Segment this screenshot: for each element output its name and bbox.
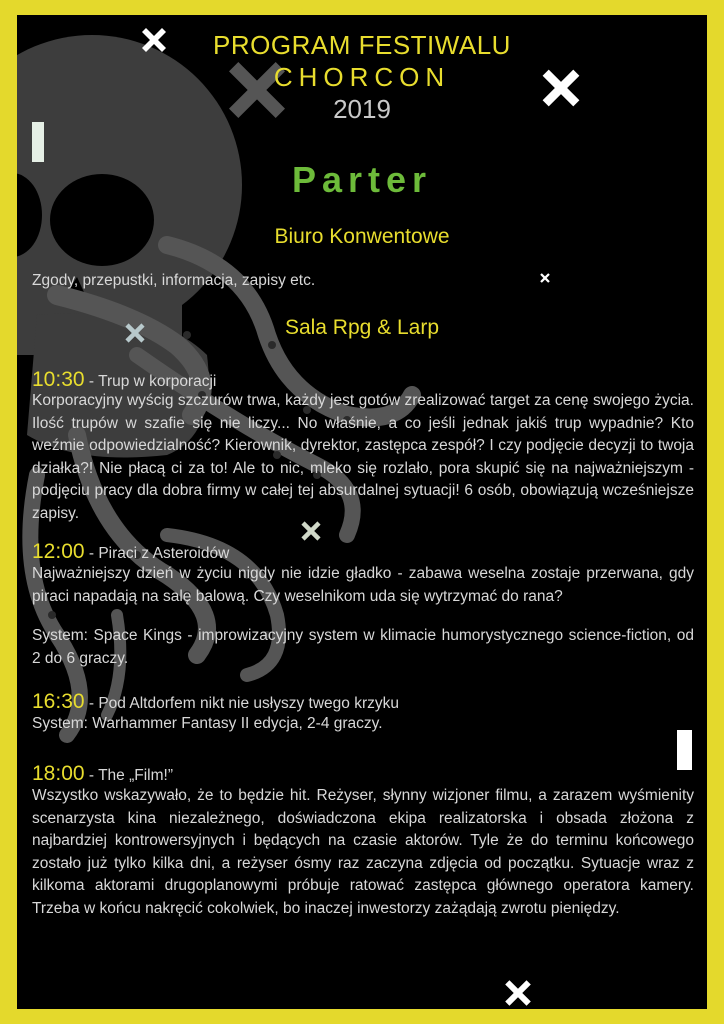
section-title: Sala Rpg & Larp [284,316,440,339]
header-year: 2019 [333,94,391,124]
event-time: 10:30 [32,368,85,391]
event-header [32,368,694,392]
event-title: Pod Altdorfem nikt nie usłyszy twego krzyku [98,695,399,712]
event-header [32,540,694,564]
event-description: Korporacyjny wyścig szczurów trwa, każdy jest gotów zrealizować target za cenę swojego życia. Ilość trupów w szafie się nie liczy... No właśnie, a co jeśli jednak jakiś trup wypadnie? Kto weźmie odpowiedzialność? Kierownik, dyrektor, zastępca zespół? I czy podjęcie decyzji to twoja działka?! Nie płacą ci za to! Ale to nic, mleko się rozlało, pora skupić się na najważniejszym - podjęciu pracy dla dobra firmy w całej tej absurdalnej sytuacji! 6 osób, obowiązują wcześniejsze zapisy. [32,392,694,522]
event-title: The „Film!” [98,767,173,784]
event-separator: - [84,545,99,562]
event-separator: - [84,767,99,784]
event-title: Trup w korporacji [98,373,217,390]
event-description: Najważniejszy dzień w życiu nigdy nie idzie gładko - zabawa weselna zostaje przerwana, gdy piraci napadają na salę balową. Czy weselnikom uda się wytrzymać do rana? [32,565,694,605]
section-title: Biuro Konwentowe [274,225,450,248]
floor-title: Parter [291,159,433,200]
festival-poster [17,15,707,1009]
event-header [32,762,694,786]
event-time: 16:30 [32,690,85,713]
event-separator: - [84,695,99,712]
event-title: Piraci z Asteroidów [98,545,230,562]
event-header [32,690,694,714]
bar-mark-icon [32,122,44,162]
header-festival-name: CHORCON [273,62,451,92]
poster-header [17,29,707,125]
event-system-info: System: Space Kings - improwizacyjny system w klimacie humorystycznego science-fiction, od 2 do 6 graczy. [32,627,694,667]
event-time: 18:00 [32,762,85,785]
event-description: Wszystko wskazywało, że to będzie hit. Reżyser, słynny wizjoner filmu, a zarazem wyśmienity scenarzysta kina niezależnego, doświadczona ekipa realizatorska i obsada złożona z najbardziej kontrowersyjnych i będących na czasie aktorów. Tyle że do terminu końcowego zostało już tylko kilka dni, a reżyser ósmy raz zaczyna zdjęcia od początku. Sytuacje wraz z kilkoma aktorami drugoplanowymi próbuje ratować zastępca głównego operatora kamery. Trzeba w końcu nakręcić cokolwiek, bo inaczej inwestorzy zażądają zwrotu pieniędzy. [32,787,694,917]
x-mark-icon [501,977,535,1009]
header-title: PROGRAM FESTIWALU [213,30,511,60]
event-system-info: System: Warhammer Fantasy II edycja, 2-4 graczy. [32,715,383,732]
event-separator: - [84,373,99,390]
event-time: 12:00 [32,540,85,563]
section-text: Zgody, przepustki, informacja, zapisy etc. [32,272,316,289]
